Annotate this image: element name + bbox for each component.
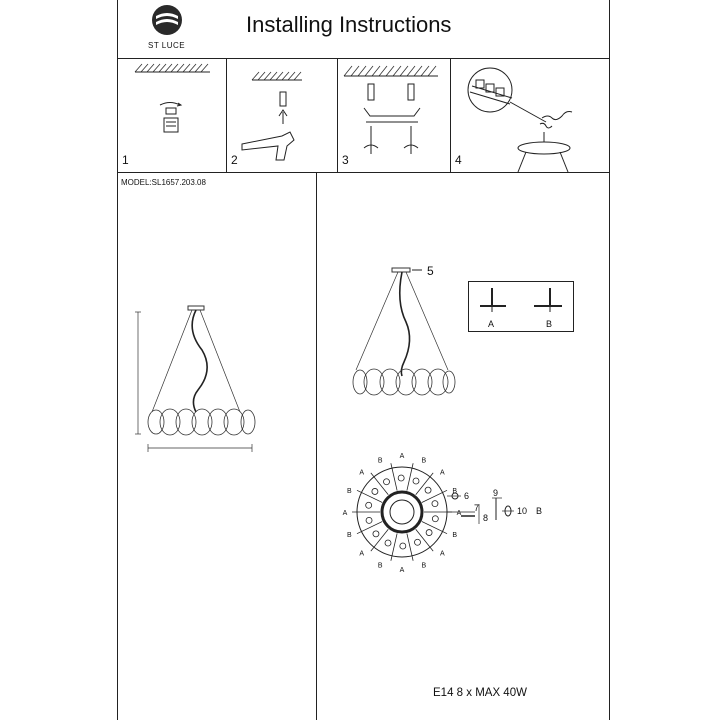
divider — [316, 172, 317, 720]
ring-socket-label: B — [347, 488, 352, 496]
socket-mark — [366, 502, 372, 508]
divider — [117, 172, 610, 173]
ring-spoke — [416, 529, 433, 551]
ring-socket-label: A — [399, 567, 405, 574]
step-number: 4 — [455, 153, 462, 167]
callout-label: 5 — [427, 264, 434, 278]
socket-mark — [366, 517, 372, 523]
divider — [337, 58, 338, 172]
bulb-specification: E14 8 x MAX 40W — [433, 687, 527, 699]
socket-mark — [373, 531, 379, 537]
ring-spoke — [357, 490, 382, 502]
page-title: Installing Instructions — [246, 12, 452, 37]
callout-label: B — [536, 506, 543, 516]
step-number: 2 — [231, 153, 238, 167]
ring-socket-label: B — [421, 457, 427, 465]
ring-socket-label: A — [359, 469, 365, 477]
callout-label: 7 — [474, 503, 480, 513]
brand-name: ST LUCE — [148, 41, 186, 50]
divider — [226, 58, 227, 172]
socket-mark — [400, 543, 406, 549]
ring-socket-label: A — [399, 453, 405, 460]
socket-mark — [385, 540, 391, 546]
socket-mark — [426, 530, 432, 536]
ring-socket-label: B — [421, 562, 427, 570]
callout-label: 10 — [517, 506, 528, 516]
socket-mark — [413, 478, 419, 484]
socket-type-label: B — [546, 319, 553, 329]
model-number: MODEL:SL1657.203.08 — [121, 178, 206, 187]
socket-mark — [425, 487, 431, 493]
ring-socket-label: A — [439, 550, 445, 558]
divider — [117, 58, 610, 59]
socket-type-b-icon — [528, 284, 568, 320]
ring-socket-label: B — [377, 562, 383, 570]
ring-spoke — [371, 473, 388, 495]
step-number: 3 — [342, 153, 349, 167]
step-number: 1 — [122, 153, 129, 167]
socket-mark — [432, 516, 438, 522]
center-hub — [382, 492, 422, 532]
ring-socket-label: A — [439, 469, 445, 477]
socket-mark — [372, 488, 378, 494]
ring-socket-label: A — [342, 510, 348, 517]
ring-socket-label: B — [347, 531, 352, 539]
st-luce-logo — [150, 3, 184, 37]
ring-socket-label: B — [452, 531, 457, 539]
callout-label: 8 — [483, 513, 489, 523]
divider — [450, 58, 451, 172]
socket-mark — [414, 539, 420, 545]
center-hub-inner — [390, 500, 414, 524]
step-1-illustration — [130, 62, 220, 152]
socket-mark — [432, 501, 438, 507]
chandelier-assembly-drawing — [348, 262, 458, 407]
socket-type-a-icon — [472, 284, 512, 320]
ring-socket-label: A — [456, 510, 462, 517]
step-2-illustration — [232, 70, 332, 170]
ring-socket-label: B — [452, 488, 457, 496]
ring-socket-label: A — [359, 550, 365, 558]
ring-socket-label: B — [377, 457, 383, 465]
chandelier-dimension-drawing — [130, 300, 260, 455]
ring-spoke — [422, 522, 447, 534]
step-4-illustration — [456, 62, 606, 172]
step-3-illustration — [342, 62, 446, 166]
socket-mark — [398, 475, 404, 481]
callout-label: 6 — [464, 491, 470, 501]
callout-label: 9 — [493, 488, 499, 498]
socket-type-label: A — [488, 319, 495, 329]
socket-mark — [384, 479, 390, 485]
